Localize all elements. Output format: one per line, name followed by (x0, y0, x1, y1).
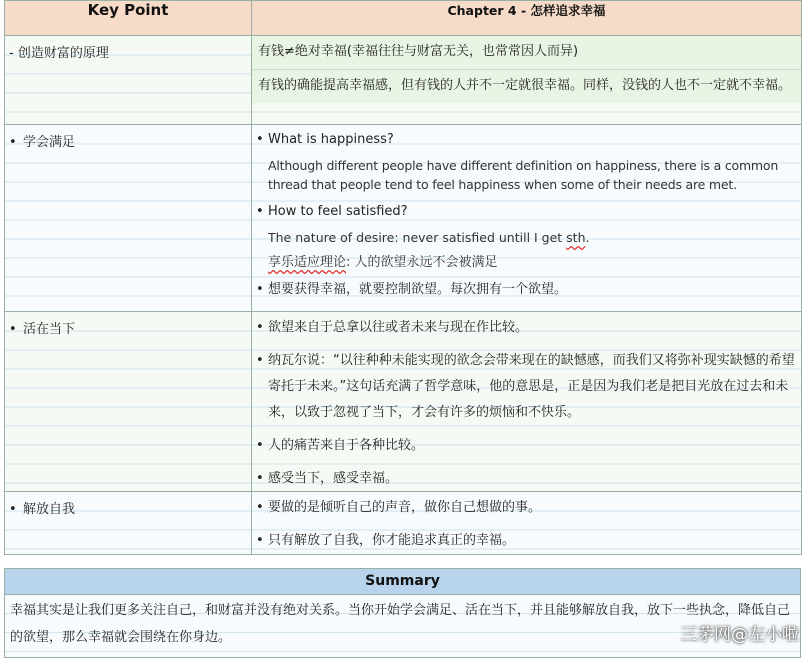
key-label-present: • 活在当下 (9, 322, 76, 337)
key-cell-present (5, 312, 252, 492)
bullet-feel-present: • 感受当下，感受幸福。 (252, 467, 801, 491)
bullet-real-happiness: • 只有解放了自我，你才能追求真正的幸福。 (252, 529, 801, 553)
row-satisfaction (5, 125, 802, 312)
bullet-control-desire: • 想要获得幸福，就要控制欲望。每次拥有一个欲望。 (252, 278, 801, 302)
spellcheck-word: 享乐适应理论 (268, 255, 347, 270)
bullet-icon: • (256, 533, 264, 548)
content-cell-free-self (252, 492, 802, 555)
key-label-wealth: - 创造财富的原理 (9, 46, 109, 61)
row-wealth (5, 36, 802, 125)
bullet-icon: • (256, 132, 264, 147)
content-cell-wealth (252, 36, 802, 125)
key-label-satisfaction: • 学会满足 (9, 135, 76, 150)
bullet-icon: • (256, 471, 264, 486)
bullet-icon: • (256, 320, 264, 335)
summary-text: 幸福其实是让我们更多关注自己，和财富并没有绝对关系。当你开始学会满足、活在当下，并且能够解放自我，放下一些执念，降低自己的欲望，那么幸福就会围绕在你身边。 (4, 595, 801, 658)
row-free-self (5, 492, 802, 555)
wealth-line-1: 有钱≠绝对幸福(幸福往往与财富无关，也常常因人而异) (252, 36, 801, 70)
chapter-header: Chapter 4 - 怎样追求幸福 (252, 1, 802, 36)
bullet-pain-comparison: • 人的痛苦来自于各种比较。 (252, 434, 801, 458)
bullet-naval-quote: • 纳瓦尔说：“以往种种未能实现的欲念会带来现在的缺憾感，而我们又将弥补现实缺憾的希望寄托于未来。”这句话充满了哲学意味，他的意思是，正是因为我们老是把目光放在过去和未来，以致于忽视了当下，才会有许多的烦恼和不快乐。 (252, 348, 801, 426)
spellcheck-word: sth (566, 230, 586, 245)
summary-title: Summary (4, 568, 801, 595)
key-cell-satisfaction (5, 125, 252, 312)
bullet-listen-self: • 要做的是倾听自己的声音，做你自己想做的事。 (252, 496, 801, 520)
notes-table (4, 0, 802, 555)
key-cell-wealth (5, 36, 252, 125)
question-how-to-feel-satisfied: • How to feel satisfied? (252, 200, 801, 224)
answer-what-is-happiness: Although different people have different definition on happiness, there is a common thread that people tend to feel happiness when some of their needs are met. (268, 158, 779, 192)
key-point-header: Key Point (5, 1, 252, 36)
key-cell-free-self (5, 492, 252, 555)
bullet-icon: • (9, 502, 17, 517)
bullet-icon: • (256, 353, 264, 368)
content-cell-satisfaction (252, 125, 802, 312)
watermark-text: 三茅网@左小啦 (680, 625, 799, 645)
answer-hedonic-adaptation: 享乐适应理论: 人的欲望永远不会被满足 (268, 255, 498, 270)
bullet-icon: • (9, 322, 17, 337)
bullet-icon: • (256, 282, 264, 297)
bullet-icon: • (256, 204, 264, 219)
header-row (5, 1, 802, 36)
answer-nature-of-desire: The nature of desire: never satisfied untill I get sth. (268, 230, 590, 245)
bullet-icon: • (9, 135, 17, 150)
question-what-is-happiness: • What is happiness? (252, 128, 801, 152)
bullet-desire-comparison: • 欲望来自于总拿以往或者未来与现在作比较。 (252, 316, 801, 340)
key-label-free-self: • 解放自我 (9, 502, 76, 517)
content-cell-present (252, 312, 802, 492)
row-present (5, 312, 802, 492)
bullet-icon: • (256, 500, 264, 515)
bullet-icon: • (256, 438, 264, 453)
wealth-line-2: 有钱的确能提高幸福感，但有钱的人并不一定就很幸福。同样，没钱的人也不一定就不幸福。 (252, 70, 801, 103)
